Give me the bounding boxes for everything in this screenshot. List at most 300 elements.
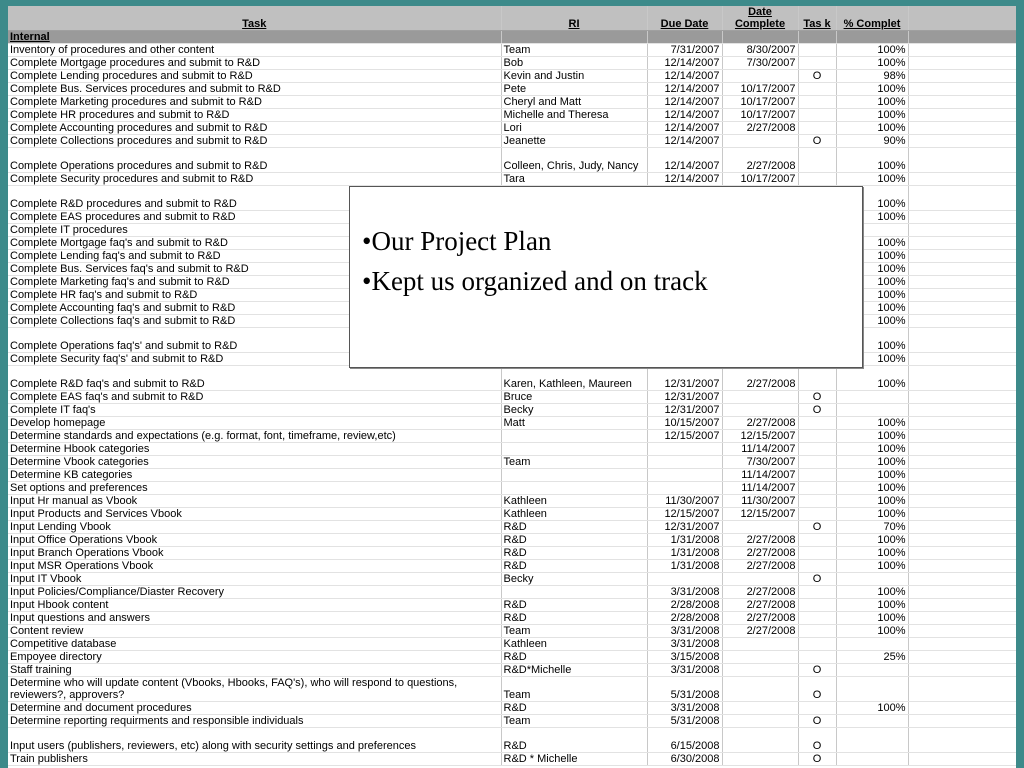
- task-flag-cell[interactable]: [798, 625, 836, 638]
- task-cell[interactable]: Train publishers: [8, 753, 501, 766]
- task-flag-cell[interactable]: [798, 417, 836, 430]
- ri-cell[interactable]: Cheryl and Matt: [501, 96, 647, 109]
- task-flag-cell[interactable]: O: [798, 135, 836, 148]
- date-complete-cell[interactable]: 2/27/2008: [722, 547, 798, 560]
- task-cell[interactable]: Input IT Vbook: [8, 573, 501, 586]
- due-date-cell[interactable]: 12/14/2007: [647, 96, 722, 109]
- due-date-cell[interactable]: 1/31/2008: [647, 547, 722, 560]
- task-flag-cell[interactable]: O: [798, 664, 836, 677]
- date-complete-cell[interactable]: 7/30/2007: [722, 456, 798, 469]
- due-date-cell[interactable]: 2/28/2008: [647, 612, 722, 625]
- percent-complete-cell[interactable]: 100%: [836, 57, 908, 70]
- due-date-cell[interactable]: 12/14/2007: [647, 83, 722, 96]
- task-flag-cell[interactable]: O: [798, 715, 836, 728]
- column-header-percent-complete[interactable]: % Complet: [836, 6, 908, 31]
- percent-complete-cell[interactable]: 100%: [836, 482, 908, 495]
- task-cell[interactable]: Input MSR Operations Vbook: [8, 560, 501, 573]
- task-flag-cell[interactable]: [798, 148, 836, 173]
- task-cell[interactable]: Complete Lending faq's and submit to R&D: [8, 250, 501, 263]
- task-cell[interactable]: Complete Operations faq's' and submit to R&D: [8, 328, 501, 353]
- blank-cell[interactable]: [908, 651, 1016, 664]
- blank-cell[interactable]: [908, 83, 1016, 96]
- task-flag-cell[interactable]: [798, 366, 836, 391]
- blank-cell[interactable]: [908, 664, 1016, 677]
- task-cell[interactable]: Competitive database: [8, 638, 501, 651]
- date-complete-cell[interactable]: [722, 728, 798, 753]
- blank-cell[interactable]: [908, 109, 1016, 122]
- percent-complete-cell[interactable]: [836, 715, 908, 728]
- task-cell[interactable]: Determine reporting requirments and responsible individuals: [8, 715, 501, 728]
- task-flag-cell[interactable]: [798, 44, 836, 57]
- task-cell[interactable]: Complete Operations procedures and submit to R&D: [8, 148, 501, 173]
- task-cell[interactable]: Complete Bus. Services faq's and submit to R&D: [8, 263, 501, 276]
- column-header-due-date[interactable]: Due Date: [647, 6, 722, 31]
- percent-complete-cell[interactable]: 100%: [836, 508, 908, 521]
- date-complete-cell[interactable]: 10/17/2007: [722, 173, 798, 186]
- due-date-cell[interactable]: 12/31/2007: [647, 391, 722, 404]
- percent-complete-cell[interactable]: [836, 638, 908, 651]
- date-complete-cell[interactable]: [722, 651, 798, 664]
- blank-cell[interactable]: [908, 521, 1016, 534]
- task-flag-cell[interactable]: [798, 469, 836, 482]
- percent-complete-cell[interactable]: 100%: [836, 547, 908, 560]
- task-cell[interactable]: Set options and preferences: [8, 482, 501, 495]
- date-complete-cell[interactable]: 12/15/2007: [722, 430, 798, 443]
- ri-cell[interactable]: Michelle and Theresa: [501, 109, 647, 122]
- due-date-cell[interactable]: 10/15/2007: [647, 417, 722, 430]
- task-flag-cell[interactable]: O: [798, 677, 836, 702]
- date-complete-cell[interactable]: 2/27/2008: [722, 586, 798, 599]
- percent-complete-cell[interactable]: [836, 728, 908, 753]
- date-complete-cell[interactable]: 2/27/2008: [722, 612, 798, 625]
- date-complete-cell[interactable]: [722, 521, 798, 534]
- date-complete-cell[interactable]: 11/14/2007: [722, 443, 798, 456]
- ri-cell[interactable]: R&D: [501, 651, 647, 664]
- task-cell[interactable]: Determine who will update content (Vbooks, Hbooks, FAQ's), who will respond to questions, reviewers?, approvers?: [8, 677, 501, 702]
- percent-complete-cell[interactable]: 100%: [836, 276, 908, 289]
- ri-cell[interactable]: [501, 469, 647, 482]
- ri-cell[interactable]: Colleen, Chris, Judy, Nancy: [501, 148, 647, 173]
- blank-cell[interactable]: [908, 404, 1016, 417]
- date-complete-cell[interactable]: [722, 135, 798, 148]
- blank-cell[interactable]: [908, 122, 1016, 135]
- percent-complete-cell[interactable]: 100%: [836, 148, 908, 173]
- percent-complete-cell[interactable]: 25%: [836, 651, 908, 664]
- percent-complete-cell[interactable]: 100%: [836, 302, 908, 315]
- task-cell[interactable]: Complete Bus. Services procedures and submit to R&D: [8, 83, 501, 96]
- date-complete-cell[interactable]: [722, 753, 798, 766]
- percent-complete-cell[interactable]: 100%: [836, 289, 908, 302]
- date-complete-cell[interactable]: 2/27/2008: [722, 599, 798, 612]
- date-complete-cell[interactable]: [722, 677, 798, 702]
- due-date-cell[interactable]: 3/31/2008: [647, 664, 722, 677]
- task-flag-cell[interactable]: O: [798, 728, 836, 753]
- percent-complete-cell[interactable]: 90%: [836, 135, 908, 148]
- task-flag-cell[interactable]: [798, 651, 836, 664]
- due-date-cell[interactable]: 3/31/2008: [647, 586, 722, 599]
- percent-complete-cell[interactable]: 100%: [836, 109, 908, 122]
- task-cell[interactable]: Complete Marketing faq's and submit to R&D: [8, 276, 501, 289]
- percent-complete-cell[interactable]: 100%: [836, 83, 908, 96]
- ri-cell[interactable]: Bob: [501, 57, 647, 70]
- percent-complete-cell[interactable]: [836, 573, 908, 586]
- task-flag-cell[interactable]: [798, 122, 836, 135]
- ri-cell[interactable]: R&D: [501, 599, 647, 612]
- ri-cell[interactable]: R&D: [501, 547, 647, 560]
- due-date-cell[interactable]: 12/14/2007: [647, 173, 722, 186]
- task-cell[interactable]: Complete EAS procedures and submit to R&D: [8, 211, 501, 224]
- due-date-cell[interactable]: 3/15/2008: [647, 651, 722, 664]
- date-complete-cell[interactable]: 11/14/2007: [722, 469, 798, 482]
- task-flag-cell[interactable]: [798, 482, 836, 495]
- ri-cell[interactable]: Bruce: [501, 391, 647, 404]
- blank-cell[interactable]: [908, 495, 1016, 508]
- blank-cell[interactable]: [908, 148, 1016, 173]
- task-flag-cell[interactable]: [798, 586, 836, 599]
- task-cell[interactable]: Complete IT faq's: [8, 404, 501, 417]
- ri-cell[interactable]: Kathleen: [501, 508, 647, 521]
- date-complete-cell[interactable]: 2/27/2008: [722, 366, 798, 391]
- percent-complete-cell[interactable]: 70%: [836, 521, 908, 534]
- blank-cell[interactable]: [908, 702, 1016, 715]
- ri-cell[interactable]: Becky: [501, 404, 647, 417]
- ri-cell[interactable]: Team: [501, 677, 647, 702]
- task-cell[interactable]: Complete R&D faq's and submit to R&D: [8, 366, 501, 391]
- ri-cell[interactable]: Kathleen: [501, 638, 647, 651]
- blank-cell[interactable]: [908, 276, 1016, 289]
- due-date-cell[interactable]: [647, 456, 722, 469]
- task-cell[interactable]: Complete Accounting faq's and submit to R&D: [8, 302, 501, 315]
- due-date-cell[interactable]: 6/30/2008: [647, 753, 722, 766]
- task-flag-cell[interactable]: [798, 560, 836, 573]
- blank-cell[interactable]: [908, 547, 1016, 560]
- task-cell[interactable]: Staff training: [8, 664, 501, 677]
- blank-cell[interactable]: [908, 353, 1016, 366]
- due-date-cell[interactable]: 12/14/2007: [647, 57, 722, 70]
- blank-cell[interactable]: [908, 315, 1016, 328]
- percent-complete-cell[interactable]: 100%: [836, 44, 908, 57]
- blank-cell[interactable]: [908, 328, 1016, 353]
- blank-cell[interactable]: [908, 135, 1016, 148]
- percent-complete-cell[interactable]: 100%: [836, 586, 908, 599]
- due-date-cell[interactable]: 12/14/2007: [647, 122, 722, 135]
- percent-complete-cell[interactable]: 100%: [836, 237, 908, 250]
- percent-complete-cell[interactable]: 100%: [836, 211, 908, 224]
- percent-complete-cell[interactable]: 100%: [836, 456, 908, 469]
- ri-cell[interactable]: Team: [501, 44, 647, 57]
- date-complete-cell[interactable]: 12/15/2007: [722, 508, 798, 521]
- ri-cell[interactable]: R&D: [501, 702, 647, 715]
- blank-cell[interactable]: [908, 366, 1016, 391]
- date-complete-cell[interactable]: 2/27/2008: [722, 625, 798, 638]
- task-flag-cell[interactable]: [798, 443, 836, 456]
- date-complete-cell[interactable]: [722, 638, 798, 651]
- blank-cell[interactable]: [908, 391, 1016, 404]
- percent-complete-cell[interactable]: 100%: [836, 443, 908, 456]
- blank-cell[interactable]: [908, 482, 1016, 495]
- task-cell[interactable]: Input Hbook content: [8, 599, 501, 612]
- blank-cell[interactable]: [908, 456, 1016, 469]
- blank-cell[interactable]: [908, 289, 1016, 302]
- date-complete-cell[interactable]: 8/30/2007: [722, 44, 798, 57]
- percent-complete-cell[interactable]: 100%: [836, 315, 908, 328]
- blank-cell[interactable]: [908, 560, 1016, 573]
- task-flag-cell[interactable]: O: [798, 70, 836, 83]
- task-flag-cell[interactable]: [798, 430, 836, 443]
- ri-cell[interactable]: Kevin and Justin: [501, 70, 647, 83]
- ri-cell[interactable]: [501, 586, 647, 599]
- task-cell[interactable]: Complete IT procedures: [8, 224, 501, 237]
- task-cell[interactable]: Complete EAS faq's and submit to R&D: [8, 391, 501, 404]
- due-date-cell[interactable]: 12/31/2007: [647, 521, 722, 534]
- ri-cell[interactable]: Team: [501, 456, 647, 469]
- blank-cell[interactable]: [908, 534, 1016, 547]
- blank-cell[interactable]: [908, 302, 1016, 315]
- task-cell[interactable]: Complete Collections faq's and submit to R&D: [8, 315, 501, 328]
- blank-cell[interactable]: [908, 625, 1016, 638]
- task-cell[interactable]: Input Branch Operations Vbook: [8, 547, 501, 560]
- ri-cell[interactable]: R&D: [501, 612, 647, 625]
- task-flag-cell[interactable]: O: [798, 404, 836, 417]
- task-flag-cell[interactable]: O: [798, 573, 836, 586]
- date-complete-cell[interactable]: 2/27/2008: [722, 534, 798, 547]
- percent-complete-cell[interactable]: 100%: [836, 625, 908, 638]
- blank-cell[interactable]: [908, 70, 1016, 83]
- blank-cell[interactable]: [908, 469, 1016, 482]
- percent-complete-cell[interactable]: 100%: [836, 560, 908, 573]
- ri-cell[interactable]: R&D * Michelle: [501, 753, 647, 766]
- percent-complete-cell[interactable]: 100%: [836, 534, 908, 547]
- task-cell[interactable]: Complete Mortgage faq's and submit to R&D: [8, 237, 501, 250]
- percent-complete-cell[interactable]: [836, 664, 908, 677]
- percent-complete-cell[interactable]: 100%: [836, 430, 908, 443]
- date-complete-cell[interactable]: [722, 702, 798, 715]
- percent-complete-cell[interactable]: 100%: [836, 612, 908, 625]
- ri-cell[interactable]: Kathleen: [501, 495, 647, 508]
- column-header-date-complete[interactable]: Date Complete: [722, 6, 798, 31]
- task-flag-cell[interactable]: [798, 83, 836, 96]
- percent-complete-cell[interactable]: 100%: [836, 122, 908, 135]
- column-header-ri[interactable]: RI: [501, 6, 647, 31]
- due-date-cell[interactable]: 3/31/2008: [647, 625, 722, 638]
- task-cell[interactable]: Complete HR faq's and submit to R&D: [8, 289, 501, 302]
- task-cell[interactable]: Determine Vbook categories: [8, 456, 501, 469]
- ri-cell[interactable]: Matt: [501, 417, 647, 430]
- percent-complete-cell[interactable]: 100%: [836, 495, 908, 508]
- ri-cell[interactable]: [501, 443, 647, 456]
- task-flag-cell[interactable]: [798, 456, 836, 469]
- task-flag-cell[interactable]: [798, 57, 836, 70]
- ri-cell[interactable]: Team: [501, 625, 647, 638]
- date-complete-cell[interactable]: 11/30/2007: [722, 495, 798, 508]
- percent-complete-cell[interactable]: 100%: [836, 599, 908, 612]
- due-date-cell[interactable]: 7/31/2007: [647, 44, 722, 57]
- date-complete-cell[interactable]: [722, 391, 798, 404]
- percent-complete-cell[interactable]: [836, 753, 908, 766]
- due-date-cell[interactable]: [647, 573, 722, 586]
- task-cell[interactable]: Input Policies/Compliance/Diaster Recovery: [8, 586, 501, 599]
- task-cell[interactable]: Complete Lending procedures and submit to R&D: [8, 70, 501, 83]
- blank-cell[interactable]: [908, 430, 1016, 443]
- blank-cell[interactable]: [908, 44, 1016, 57]
- task-cell[interactable]: Inventory of procedures and other content: [8, 44, 501, 57]
- task-cell[interactable]: Input Office Operations Vbook: [8, 534, 501, 547]
- due-date-cell[interactable]: 2/28/2008: [647, 599, 722, 612]
- blank-cell[interactable]: [908, 224, 1016, 237]
- percent-complete-cell[interactable]: 100%: [836, 186, 908, 211]
- due-date-cell[interactable]: 12/15/2007: [647, 508, 722, 521]
- blank-cell[interactable]: [908, 508, 1016, 521]
- ri-cell[interactable]: Jeanette: [501, 135, 647, 148]
- ri-cell[interactable]: R&D: [501, 728, 647, 753]
- blank-cell[interactable]: [908, 57, 1016, 70]
- task-cell[interactable]: Complete Collections procedures and submit to R&D: [8, 135, 501, 148]
- ri-cell[interactable]: R&D: [501, 521, 647, 534]
- ri-cell[interactable]: R&D*Michelle: [501, 664, 647, 677]
- task-cell[interactable]: Determine and document procedures: [8, 702, 501, 715]
- date-complete-cell[interactable]: [722, 70, 798, 83]
- date-complete-cell[interactable]: 2/27/2008: [722, 417, 798, 430]
- task-cell[interactable]: Content review: [8, 625, 501, 638]
- blank-cell[interactable]: [908, 599, 1016, 612]
- blank-cell[interactable]: [908, 573, 1016, 586]
- date-complete-cell[interactable]: [722, 573, 798, 586]
- percent-complete-cell[interactable]: [836, 404, 908, 417]
- date-complete-cell[interactable]: [722, 404, 798, 417]
- blank-cell[interactable]: [908, 186, 1016, 211]
- due-date-cell[interactable]: 12/14/2007: [647, 148, 722, 173]
- blank-cell[interactable]: [908, 677, 1016, 702]
- task-cell[interactable]: Empoyee directory: [8, 651, 501, 664]
- date-complete-cell[interactable]: 2/27/2008: [722, 148, 798, 173]
- task-cell[interactable]: Input Products and Services Vbook: [8, 508, 501, 521]
- date-complete-cell[interactable]: 10/17/2007: [722, 96, 798, 109]
- task-flag-cell[interactable]: O: [798, 391, 836, 404]
- due-date-cell[interactable]: 11/30/2007: [647, 495, 722, 508]
- date-complete-cell[interactable]: 10/17/2007: [722, 83, 798, 96]
- percent-complete-cell[interactable]: [836, 391, 908, 404]
- due-date-cell[interactable]: 6/15/2008: [647, 728, 722, 753]
- date-complete-cell[interactable]: [722, 715, 798, 728]
- task-flag-cell[interactable]: [798, 702, 836, 715]
- blank-cell[interactable]: [908, 263, 1016, 276]
- date-complete-cell[interactable]: 2/27/2008: [722, 560, 798, 573]
- date-complete-cell[interactable]: 11/14/2007: [722, 482, 798, 495]
- task-cell[interactable]: Determine standards and expectations (e.g. format, font, timeframe, review,etc): [8, 430, 501, 443]
- task-cell[interactable]: Complete HR procedures and submit to R&D: [8, 109, 501, 122]
- ri-cell[interactable]: R&D: [501, 560, 647, 573]
- task-cell[interactable]: Determine KB categories: [8, 469, 501, 482]
- task-flag-cell[interactable]: [798, 534, 836, 547]
- blank-cell[interactable]: [908, 638, 1016, 651]
- task-flag-cell[interactable]: [798, 508, 836, 521]
- blank-cell[interactable]: [908, 417, 1016, 430]
- task-cell[interactable]: Complete Security procedures and submit to R&D: [8, 173, 501, 186]
- due-date-cell[interactable]: 12/31/2007: [647, 366, 722, 391]
- ri-cell[interactable]: [501, 430, 647, 443]
- due-date-cell[interactable]: 1/31/2008: [647, 534, 722, 547]
- percent-complete-cell[interactable]: 100%: [836, 366, 908, 391]
- blank-cell[interactable]: [908, 612, 1016, 625]
- date-complete-cell[interactable]: 10/17/2007: [722, 109, 798, 122]
- blank-cell[interactable]: [908, 586, 1016, 599]
- task-flag-cell[interactable]: [798, 109, 836, 122]
- percent-complete-cell[interactable]: 100%: [836, 353, 908, 366]
- date-complete-cell[interactable]: [722, 664, 798, 677]
- due-date-cell[interactable]: [647, 443, 722, 456]
- percent-complete-cell[interactable]: 100%: [836, 702, 908, 715]
- blank-cell[interactable]: [908, 96, 1016, 109]
- task-cell[interactable]: Input Lending Vbook: [8, 521, 501, 534]
- task-cell[interactable]: Complete Accounting procedures and submit to R&D: [8, 122, 501, 135]
- due-date-cell[interactable]: [647, 482, 722, 495]
- task-flag-cell[interactable]: [798, 638, 836, 651]
- task-cell[interactable]: Complete Mortgage procedures and submit to R&D: [8, 57, 501, 70]
- due-date-cell[interactable]: 12/14/2007: [647, 135, 722, 148]
- task-cell[interactable]: Input users (publishers, reviewers, etc) along with security settings and preferences: [8, 728, 501, 753]
- blank-cell[interactable]: [908, 443, 1016, 456]
- blank-cell[interactable]: [908, 728, 1016, 753]
- task-flag-cell[interactable]: [798, 495, 836, 508]
- percent-complete-cell[interactable]: 100%: [836, 173, 908, 186]
- ri-cell[interactable]: Tara: [501, 173, 647, 186]
- ri-cell[interactable]: Becky: [501, 573, 647, 586]
- task-cell[interactable]: Complete R&D procedures and submit to R&D: [8, 186, 501, 211]
- due-date-cell[interactable]: [647, 469, 722, 482]
- task-flag-cell[interactable]: O: [798, 753, 836, 766]
- due-date-cell[interactable]: 12/15/2007: [647, 430, 722, 443]
- percent-complete-cell[interactable]: 100%: [836, 469, 908, 482]
- blank-cell[interactable]: [908, 753, 1016, 766]
- task-cell[interactable]: Input questions and answers: [8, 612, 501, 625]
- due-date-cell[interactable]: 12/31/2007: [647, 404, 722, 417]
- blank-cell[interactable]: [908, 211, 1016, 224]
- date-complete-cell[interactable]: 2/27/2008: [722, 122, 798, 135]
- due-date-cell[interactable]: 12/14/2007: [647, 109, 722, 122]
- due-date-cell[interactable]: 1/31/2008: [647, 560, 722, 573]
- task-flag-cell[interactable]: [798, 612, 836, 625]
- blank-cell[interactable]: [908, 173, 1016, 186]
- percent-complete-cell[interactable]: 100%: [836, 328, 908, 353]
- blank-cell[interactable]: [908, 237, 1016, 250]
- task-cell[interactable]: Complete Security faq's' and submit to R&D: [8, 353, 501, 366]
- due-date-cell[interactable]: 5/31/2008: [647, 715, 722, 728]
- task-cell[interactable]: Develop homepage: [8, 417, 501, 430]
- percent-complete-cell[interactable]: 98%: [836, 70, 908, 83]
- section-label[interactable]: Internal: [8, 31, 501, 44]
- due-date-cell[interactable]: 3/31/2008: [647, 702, 722, 715]
- percent-complete-cell[interactable]: 100%: [836, 250, 908, 263]
- percent-complete-cell[interactable]: 100%: [836, 96, 908, 109]
- date-complete-cell[interactable]: 7/30/2007: [722, 57, 798, 70]
- column-header-task-flag[interactable]: Tas k: [798, 6, 836, 31]
- blank-cell[interactable]: [908, 250, 1016, 263]
- percent-complete-cell[interactable]: 100%: [836, 263, 908, 276]
- ri-cell[interactable]: R&D: [501, 534, 647, 547]
- task-flag-cell[interactable]: [798, 599, 836, 612]
- ri-cell[interactable]: Karen, Kathleen, Maureen: [501, 366, 647, 391]
- task-flag-cell[interactable]: [798, 173, 836, 186]
- task-cell[interactable]: Determine Hbook categories: [8, 443, 501, 456]
- ri-cell[interactable]: [501, 482, 647, 495]
- due-date-cell[interactable]: 5/31/2008: [647, 677, 722, 702]
- task-cell[interactable]: Input Hr manual as Vbook: [8, 495, 501, 508]
- blank-cell[interactable]: [908, 715, 1016, 728]
- ri-cell[interactable]: Pete: [501, 83, 647, 96]
- due-date-cell[interactable]: 12/14/2007: [647, 70, 722, 83]
- ri-cell[interactable]: Lori: [501, 122, 647, 135]
- task-flag-cell[interactable]: [798, 96, 836, 109]
